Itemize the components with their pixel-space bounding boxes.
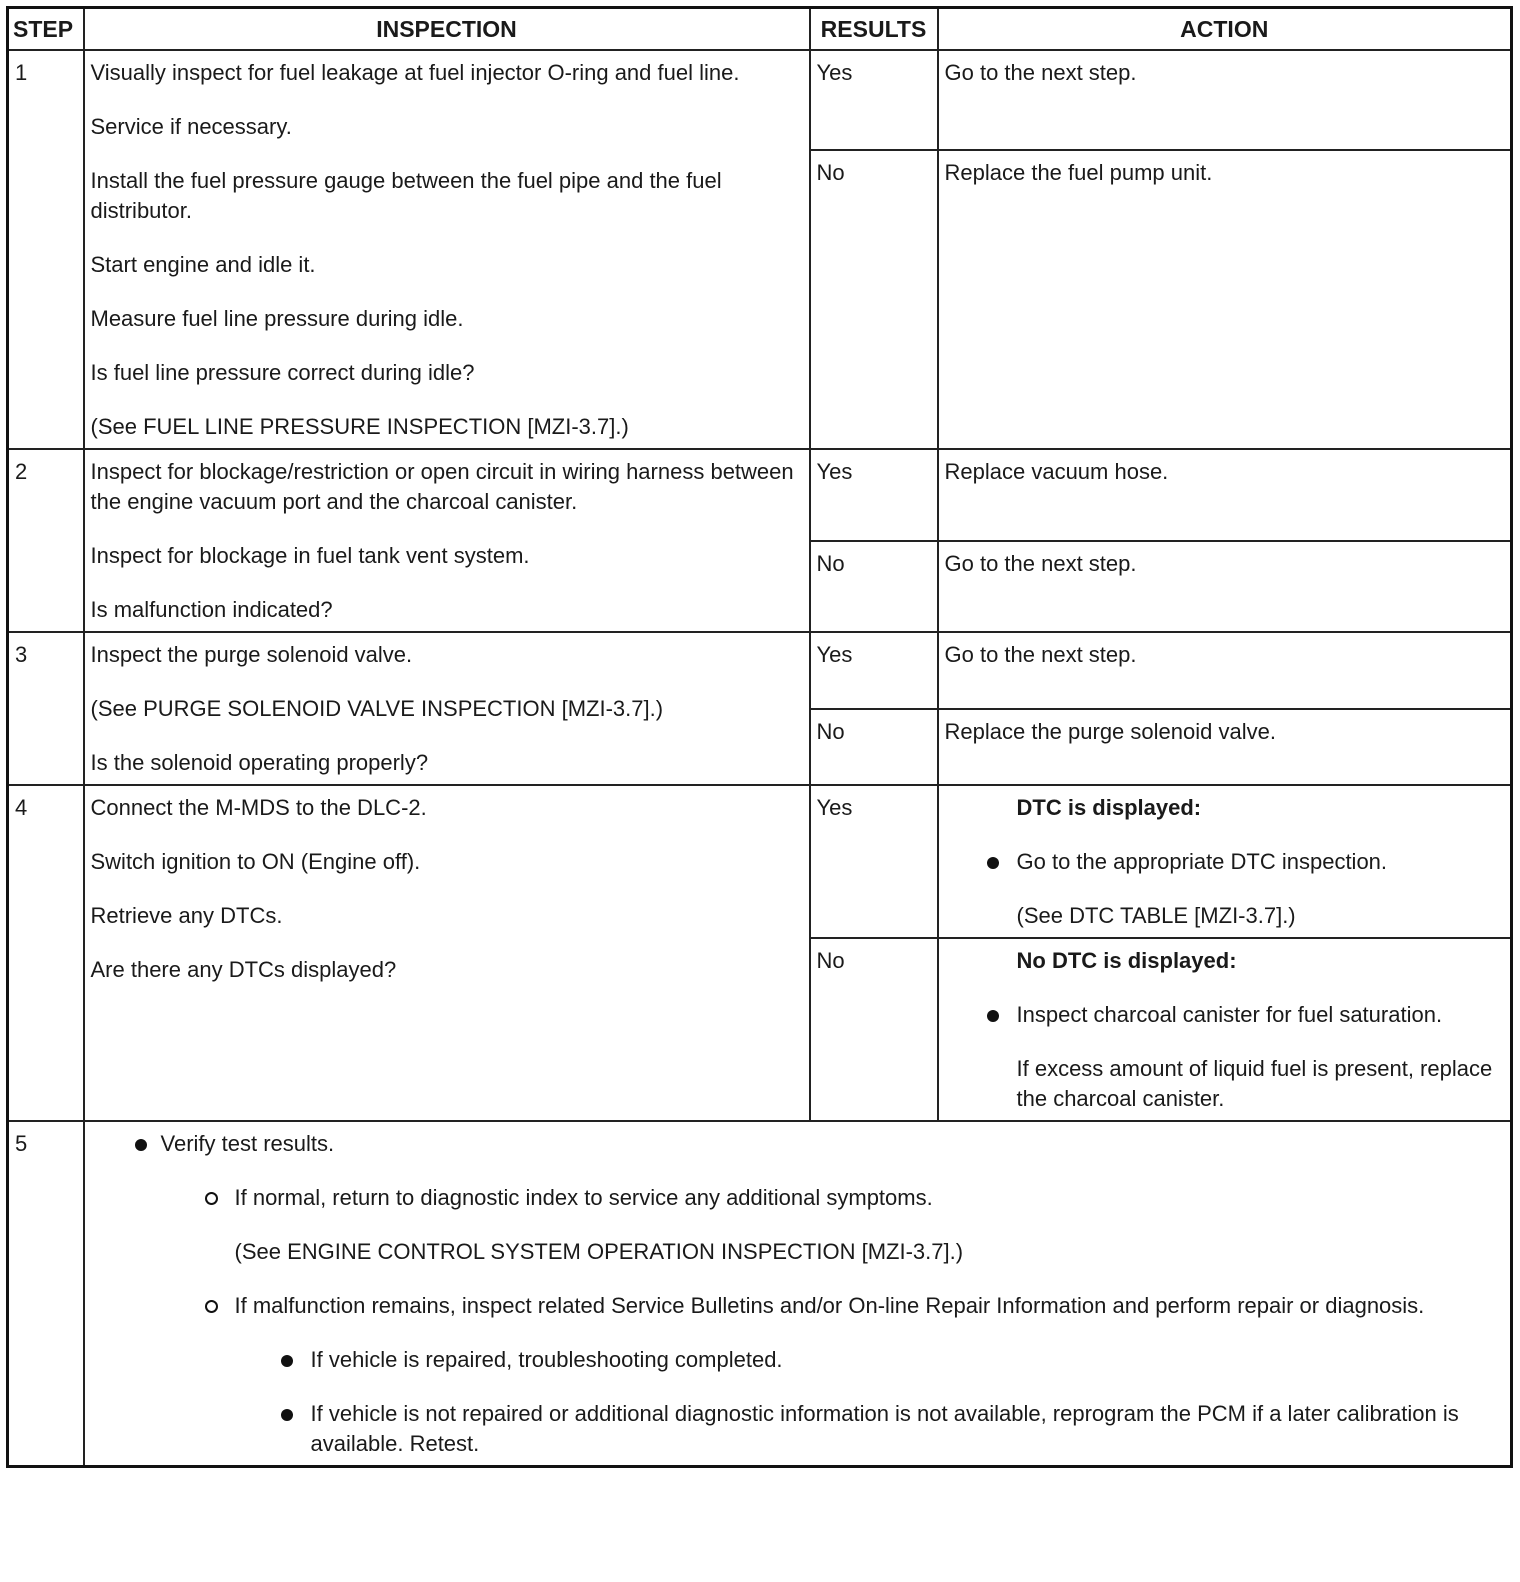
malfunction-bullet [91, 1291, 1505, 1321]
inspection-text: (See FUEL LINE PRESSURE INSPECTION [MZI-3.7].) [90, 414, 629, 439]
action-heading: No DTC is displayed: [1016, 948, 1237, 973]
action-yes: Go to the next step. [938, 632, 1512, 709]
circle-bullet-icon [205, 1192, 218, 1205]
action-yes: Go to the next step. [938, 50, 1512, 150]
inspection-text: Install the fuel pressure gauge between the fuel pipe and the fuel distributor. [90, 168, 722, 223]
table-row [8, 785, 1512, 938]
inspection-text: Is fuel line pressure correct during idle? [90, 360, 475, 385]
result-no: No [810, 938, 938, 1121]
bullet-icon [281, 1409, 293, 1421]
bullet-icon [987, 1010, 999, 1022]
not-repaired-bullet [91, 1399, 1505, 1459]
inspection-text: Connect the M-MDS to the DLC-2. [90, 795, 427, 820]
step-number: 5 [8, 1121, 84, 1467]
action-yes [938, 785, 1512, 938]
bullet-icon [281, 1355, 293, 1367]
bullet-text: If vehicle is repaired, troubleshooting completed. [310, 1347, 783, 1372]
table-row [8, 50, 1512, 150]
bullet-icon [135, 1139, 147, 1151]
normal-reference: (See ENGINE CONTROL SYSTEM OPERATION INSPECTION [MZI-3.7].) [234, 1239, 964, 1264]
repaired-bullet [91, 1345, 1505, 1375]
bullet-text: If normal, return to diagnostic index to service any additional symptoms. [234, 1185, 933, 1210]
inspection-text: Start engine and idle it. [90, 252, 316, 277]
inspection-cell [84, 785, 810, 1121]
circle-bullet-icon [205, 1300, 218, 1313]
result-yes: Yes [810, 449, 938, 541]
action-bullet [945, 847, 1505, 877]
inspection-text: Switch ignition to ON (Engine off). [90, 849, 421, 874]
step-number: 3 [8, 632, 84, 785]
result-no: No [810, 709, 938, 786]
step-number: 4 [8, 785, 84, 1121]
troubleshooting-document [6, 6, 1510, 1576]
table-row [8, 449, 1512, 541]
diagnostic-table [6, 6, 1513, 1468]
table-row [8, 1121, 1512, 1467]
action-note: If excess amount of liquid fuel is present, replace the charcoal canister. [1016, 1056, 1493, 1111]
inspection-text: Is the solenoid operating properly? [90, 750, 429, 775]
action-no: Replace the purge solenoid valve. [938, 709, 1512, 786]
inspection-cell [84, 632, 810, 785]
bullet-text: Go to the appropriate DTC inspection. [1016, 849, 1388, 874]
action-bullet [945, 1000, 1505, 1030]
header-action: ACTION [938, 8, 1512, 51]
header-row [8, 8, 1512, 51]
inspection-text: Inspect for blockage in fuel tank vent system. [90, 543, 530, 568]
bullet-icon [987, 857, 999, 869]
action-no [938, 938, 1512, 1121]
header-step: STEP [8, 8, 84, 51]
inspection-text: Service if necessary. [90, 114, 292, 139]
header-inspection: INSPECTION [84, 8, 810, 51]
inspection-text: (See PURGE SOLENOID VALVE INSPECTION [MZI-3.7].) [90, 696, 664, 721]
action-no: Replace the fuel pump unit. [938, 150, 1512, 449]
step-number: 1 [8, 50, 84, 449]
inspection-text: Visually inspect for fuel leakage at fuel injector O-ring and fuel line. [90, 60, 740, 85]
bullet-text: If malfunction remains, inspect related Service Bulletins and/or On-line Repair Information and perform repair or diagnosis. [234, 1293, 1425, 1318]
verify-bullet [91, 1129, 1505, 1159]
action-yes: Replace vacuum hose. [938, 449, 1512, 541]
inspection-cell [84, 50, 810, 449]
inspection-text: Measure fuel line pressure during idle. [90, 306, 464, 331]
bullet-text: If vehicle is not repaired or additional diagnostic information is not available, reprogram the PCM if a later calibration is available. Retest. [310, 1401, 1459, 1456]
bullet-text: Verify test results. [160, 1131, 335, 1156]
inspection-text: Inspect for blockage/restriction or open circuit in wiring harness between the engine vacuum port and the charcoal canister. [90, 459, 794, 514]
inspection-cell [84, 449, 810, 632]
result-yes: Yes [810, 785, 938, 938]
inspection-text: Is malfunction indicated? [90, 597, 333, 622]
table-row [8, 632, 1512, 709]
result-yes: Yes [810, 632, 938, 709]
inspection-text: Are there any DTCs displayed? [90, 957, 397, 982]
bullet-text: Inspect charcoal canister for fuel saturation. [1016, 1002, 1443, 1027]
step-number: 2 [8, 449, 84, 632]
verify-cell [84, 1121, 1512, 1467]
action-no: Go to the next step. [938, 541, 1512, 632]
action-reference: (See DTC TABLE [MZI-3.7].) [1016, 903, 1296, 928]
result-no: No [810, 150, 938, 449]
normal-bullet [91, 1183, 1505, 1213]
result-yes: Yes [810, 50, 938, 150]
header-results: RESULTS [810, 8, 938, 51]
inspection-text: Inspect the purge solenoid valve. [90, 642, 413, 667]
action-heading: DTC is displayed: [1016, 795, 1202, 820]
inspection-text: Retrieve any DTCs. [90, 903, 283, 928]
result-no: No [810, 541, 938, 632]
